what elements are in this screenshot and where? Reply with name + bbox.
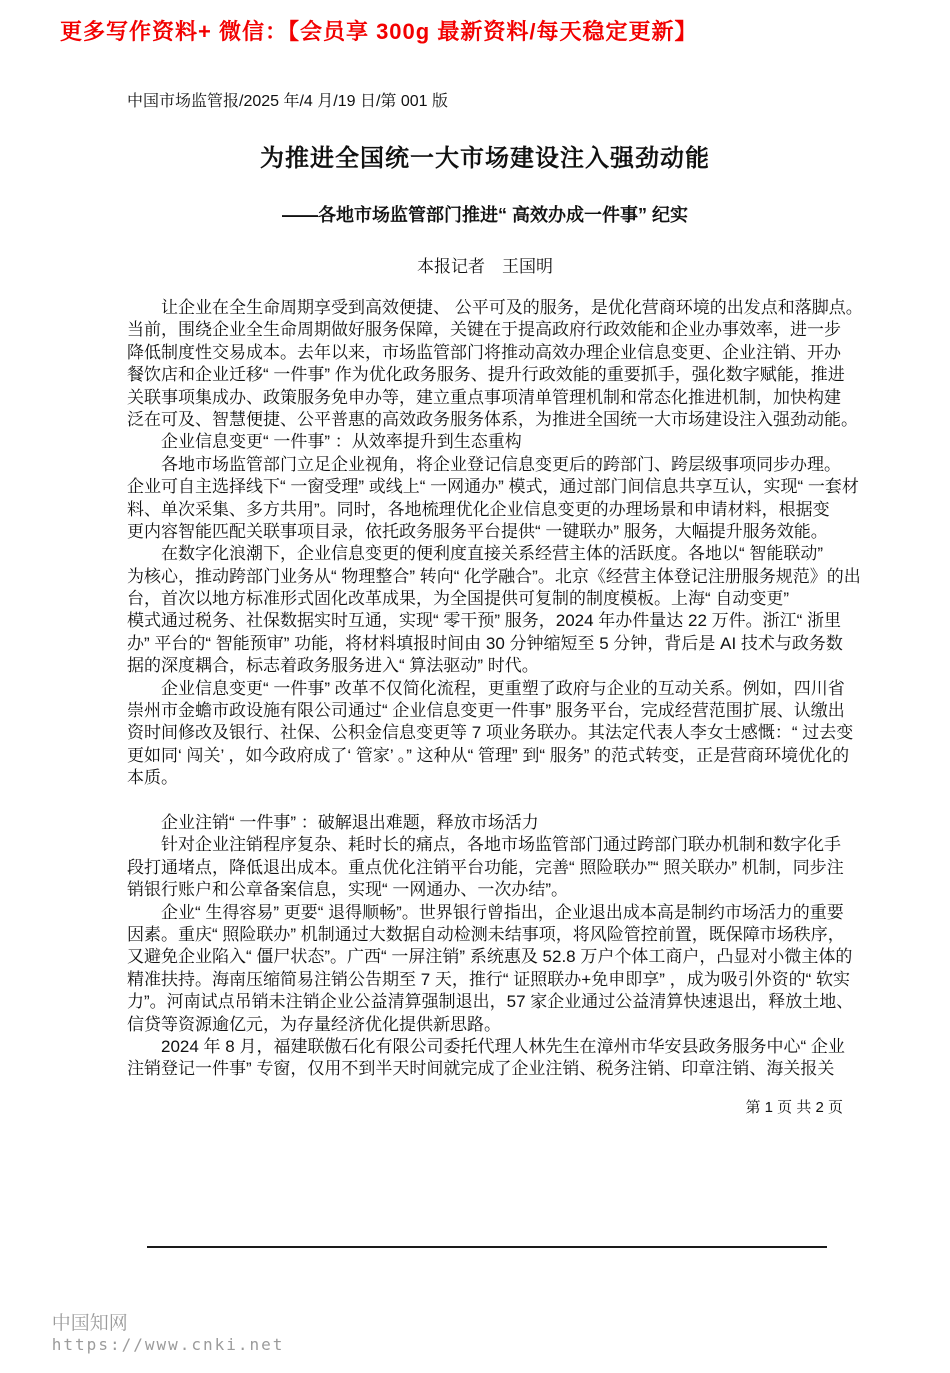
body-line: 企业“ 生得容易” 更要“ 退得顺畅”。世界银行曾指出，企业退出成本高是制约市场活力的重要 [127, 902, 844, 922]
promo-banner-text: 更多写作资料+ 微信：【会员享 300g 最新资料/每天稳定更新】 [60, 19, 698, 44]
article-title: 为推进全国统一大市场建设注入强劲动能 [260, 145, 710, 172]
body-line: 又避免企业陷入“ 僵尸状态”。广西“ 一屏注销” 系统惠及 52.8 万户个体工商户，凸显对小微主体的 [127, 947, 853, 967]
publication-masthead: 中国市场监管报/2025 年/4 月/19 日/第 001 版 [127, 93, 448, 110]
body-line: 企业信息变更“ 一件事” 改革不仅简化流程，更重塑了政府与企业的互动关系。例如，四川省 [127, 678, 845, 698]
article-body [127, 297, 863, 1081]
cnki-url-text: https://www.cnki.net [51, 1335, 285, 1354]
body-line: 餐饮店和企业迁移“ 一件事” 作为优化政务服务、提升行政效能的重要抓手，强化数字赋能，推进 [127, 365, 845, 385]
body-line: 销银行账户和公章备案信息，实现“ 一网通办、一次办结”。 [127, 880, 569, 900]
cnki-logo-text: 中国知网 [51, 1313, 128, 1334]
body-line: 2024 年 8 月，福建联傲石化有限公司委托代理人林先生在漳州市华安县政务服务中心“ 企业 [127, 1036, 845, 1056]
body-line: 资时间修改及银行、社保、公积金信息变更等 7 项业务联办。其法定代表人李女士感慨：“ 过去变 [127, 723, 854, 743]
article-subtitle: ——各地市场监管部门推进“ 高效办成一件事” 纪实 [282, 205, 688, 225]
body-line: 为核心，推动跨部门业务从“ 物理整合” 转向“ 化学融合”。北京《经营主体登记注册服务规范》的出 [127, 566, 861, 586]
article-byline: 本报记者 王国明 [417, 257, 553, 276]
page-divider-line [147, 1246, 827, 1248]
body-line: 泛在可及、智慧便捷、公平普惠的高效政务服务体系，为推进全国统一大市场建设注入强劲动能。 [127, 409, 858, 429]
body-line: 办” 平台的“ 智能预审” 功能，将材料填报时间由 30 分钟缩短至 5 分钟，背后是 AI 技术与政务数 [127, 633, 843, 653]
body-line: 关联事项集成办、政策服务免申办等，建立重点事项清单管理机制和常态化推进机制，加快构建 [127, 387, 841, 407]
body-line: 台，首次以地方标准形式固化改革成果，为全国提供可复制的制度模板。上海“ 自动变更” [127, 589, 790, 609]
body-line: 针对企业注销程序复杂、耗时长的痛点，各地市场监管部门通过跨部门联办机制和数字化手 [127, 835, 841, 855]
body-line: 注销登记一件事” 专窗，仅用不到半天时间就完成了企业注销、税务注销、印章注销、海关报关 [127, 1059, 835, 1079]
body-line: 更内容智能匹配关联事项目录，依托政务服务平台提供“ 一键联办” 服务，大幅提升服务效能。 [127, 521, 828, 541]
body-line: 让企业在全生命周期享受到高效便捷、 公平可及的服务，是优化营商环境的出发点和落脚点。 [127, 298, 863, 317]
body-line: 当前，围绕企业全生命周期做好服务保障，关键在于提高政府行政效能和企业办事效率，进一步 [127, 320, 841, 340]
body-line: 企业可自主选择线下“ 一窗受理” 或线上“ 一网通办” 模式，通过部门间信息共享互认，实现“ 一套材 [127, 477, 859, 497]
body-line [127, 790, 843, 812]
body-line: 段打通堵点，降低退出成本。重点优化注销平台功能，完善“ 照险联办”“ 照关联办” 机制，同步注 [127, 857, 844, 877]
body-line: 企业信息变更“ 一件事” ：从效率提升到生态重构 [127, 432, 522, 452]
body-line: 降低制度性交易成本。去年以来，市场监管部门将推动高效办理企业信息变更、企业注销、开办 [127, 342, 841, 362]
body-line: 信贷等资源逾亿元，为存量经济优化提供新思路。 [127, 1014, 501, 1034]
cnki-watermark [34, 1290, 284, 1373]
body-line: 在数字化浪潮下，企业信息变更的便利度直接关系经营主体的活跃度。各地以“ 智能联动” [127, 544, 824, 564]
body-line: 企业注销“ 一件事” ：破解退出难题，释放市场活力 [127, 812, 539, 832]
body-line: 更如同‘ 闯关’ ，如今政府成了‘ 管家’ 。” 这种从“ 管理” 到“ 服务” 的范式转变，正是营商环境优化的 [127, 745, 850, 765]
body-line: 精准扶持。海南压缩简易注销公告期至 7 天，推行“ 证照联办+免申即享” ，成为吸引外资的“ 软实 [127, 969, 850, 989]
body-line: 崇州市金蟾市政设施有限公司通过“ 企业信息变更一件事” 服务平台，完成经营范围扩展、认缴出 [127, 701, 845, 721]
body-line: 各地市场监管部门立足企业视角，将企业登记信息变更后的跨部门、跨层级事项同步办理。 [127, 454, 841, 474]
body-line: 据的深度耦合，标志着政务服务进入“ 算法驱动” 时代。 [127, 656, 539, 676]
body-line: 料、单次采集、多方共用”。同时，各地梳理优化企业信息变更的办理场景和申请材料，根据变 [127, 499, 830, 519]
body-line: 因素。重庆“ 照险联办” 机制通过大数据自动检测未结事项，将风险管控前置，既保障市场秩序， [127, 924, 845, 944]
body-line: 本质。 [127, 768, 178, 788]
body-line: 力”。河南试点吊销未注销企业公益清算强制退出，57 家企业通过公益清算快速退出，释放土地、 [127, 992, 854, 1012]
page-indicator: 第 1 页 共 2 页 [745, 1099, 843, 1116]
body-line: 模式通过税务、社保数据实时互通，实现“ 零干预” 服务，2024 年办件量达 22 万件。浙江“ 浙里 [127, 611, 842, 631]
